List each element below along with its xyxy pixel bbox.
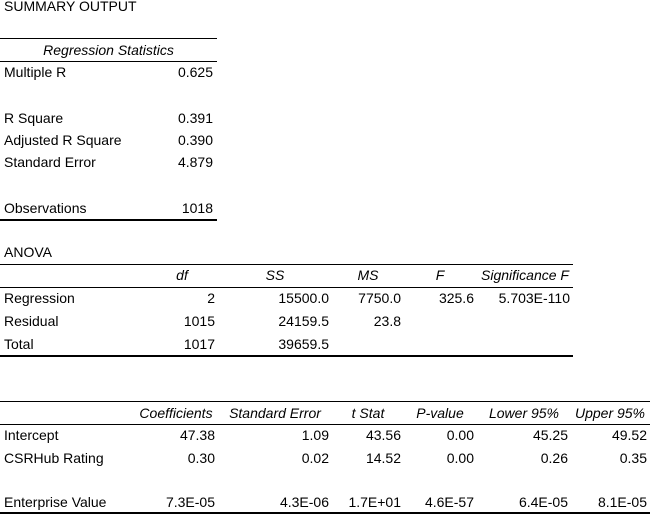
anova-title: ANOVA bbox=[4, 244, 52, 260]
coef-header-coefficients: Coefficients bbox=[139, 405, 213, 421]
anova-label: Residual bbox=[4, 313, 59, 329]
coef-upper-95: 0.35 bbox=[619, 450, 647, 466]
anova-df: 1017 bbox=[183, 336, 215, 352]
coef-header-upper-95: Upper 95% bbox=[574, 405, 646, 421]
coef-t-stat: 1.7E+01 bbox=[348, 494, 401, 510]
coef-label: Enterprise Value bbox=[4, 494, 107, 510]
stat-label-multiple-r: Multiple R bbox=[4, 64, 67, 80]
anova-header-ss: SS bbox=[265, 267, 285, 283]
coef-lower-95: 6.4E-05 bbox=[518, 494, 568, 510]
coef-lower-95: 0.26 bbox=[540, 450, 568, 466]
header-rule bbox=[0, 61, 217, 62]
anova-header-significance-f: Significance F bbox=[481, 267, 569, 283]
anova-ss: 15500.0 bbox=[278, 290, 329, 306]
anova-header-df: df bbox=[176, 267, 188, 283]
anova-top-rule bbox=[0, 264, 573, 265]
coef-header-rule bbox=[0, 424, 650, 425]
coef-p-value: 0.00 bbox=[446, 427, 474, 443]
anova-header-ms: MS bbox=[357, 267, 379, 283]
anova-header-rule bbox=[0, 287, 573, 288]
stat-label-standard-error: Standard Error bbox=[4, 154, 96, 170]
coef-standard-error: 1.09 bbox=[301, 427, 329, 443]
coef-top-rule bbox=[0, 401, 650, 402]
stat-value-standard-error: 4.879 bbox=[177, 154, 213, 170]
anova-f: 325.6 bbox=[438, 290, 474, 306]
coef-header-p-value: P-value bbox=[416, 405, 464, 421]
anova-ms: 23.8 bbox=[373, 313, 401, 329]
anova-significance-f: 5.703E-110 bbox=[498, 290, 570, 306]
coef-value: 0.30 bbox=[187, 450, 215, 466]
top-rule bbox=[0, 38, 217, 39]
anova-bottom-rule bbox=[0, 355, 573, 357]
coef-t-stat: 14.52 bbox=[365, 450, 401, 466]
coef-upper-95: 49.52 bbox=[611, 427, 647, 443]
coef-header-lower-95: Lower 95% bbox=[488, 405, 560, 421]
stat-label-adjusted-r-square: Adjusted R Square bbox=[4, 132, 122, 148]
anova-ss: 24159.5 bbox=[278, 313, 329, 329]
coef-header-t-stat: t Stat bbox=[351, 405, 385, 421]
stat-value-observations: 1018 bbox=[181, 200, 213, 216]
stat-value-adjusted-r-square: 0.390 bbox=[177, 132, 213, 148]
coef-p-value: 4.6E-57 bbox=[424, 494, 474, 510]
regression-statistics-header: Regression Statistics bbox=[43, 42, 174, 58]
anova-df: 2 bbox=[207, 290, 215, 306]
anova-df: 1015 bbox=[183, 313, 215, 329]
coef-standard-error: 4.3E-06 bbox=[279, 494, 329, 510]
coef-label: Intercept bbox=[4, 427, 59, 443]
anova-label: Regression bbox=[4, 290, 75, 306]
anova-ms: 7750.0 bbox=[358, 290, 401, 306]
coef-p-value: 0.00 bbox=[446, 450, 474, 466]
bottom-rule bbox=[0, 219, 217, 221]
anova-label: Total bbox=[4, 336, 34, 352]
stat-value-multiple-r: 0.625 bbox=[177, 64, 213, 80]
coef-upper-95: 8.1E-05 bbox=[597, 494, 647, 510]
coef-header-standard-error: Standard Error bbox=[229, 405, 321, 421]
coef-lower-95: 45.25 bbox=[532, 427, 568, 443]
coef-label: CSRHub Rating bbox=[4, 450, 104, 466]
stat-label-r-square: R Square bbox=[4, 110, 64, 126]
coef-value: 47.38 bbox=[179, 427, 215, 443]
coef-bottom-rule bbox=[0, 512, 650, 514]
coef-standard-error: 0.02 bbox=[301, 450, 329, 466]
anova-header-f: F bbox=[435, 267, 445, 283]
summary-title: SUMMARY OUTPUT bbox=[4, 0, 137, 14]
stat-label-observations: Observations bbox=[4, 200, 87, 216]
coef-t-stat: 43.56 bbox=[365, 427, 401, 443]
stat-value-r-square: 0.391 bbox=[177, 110, 213, 126]
anova-ss: 39659.5 bbox=[278, 336, 329, 352]
coef-value: 7.3E-05 bbox=[165, 494, 215, 510]
